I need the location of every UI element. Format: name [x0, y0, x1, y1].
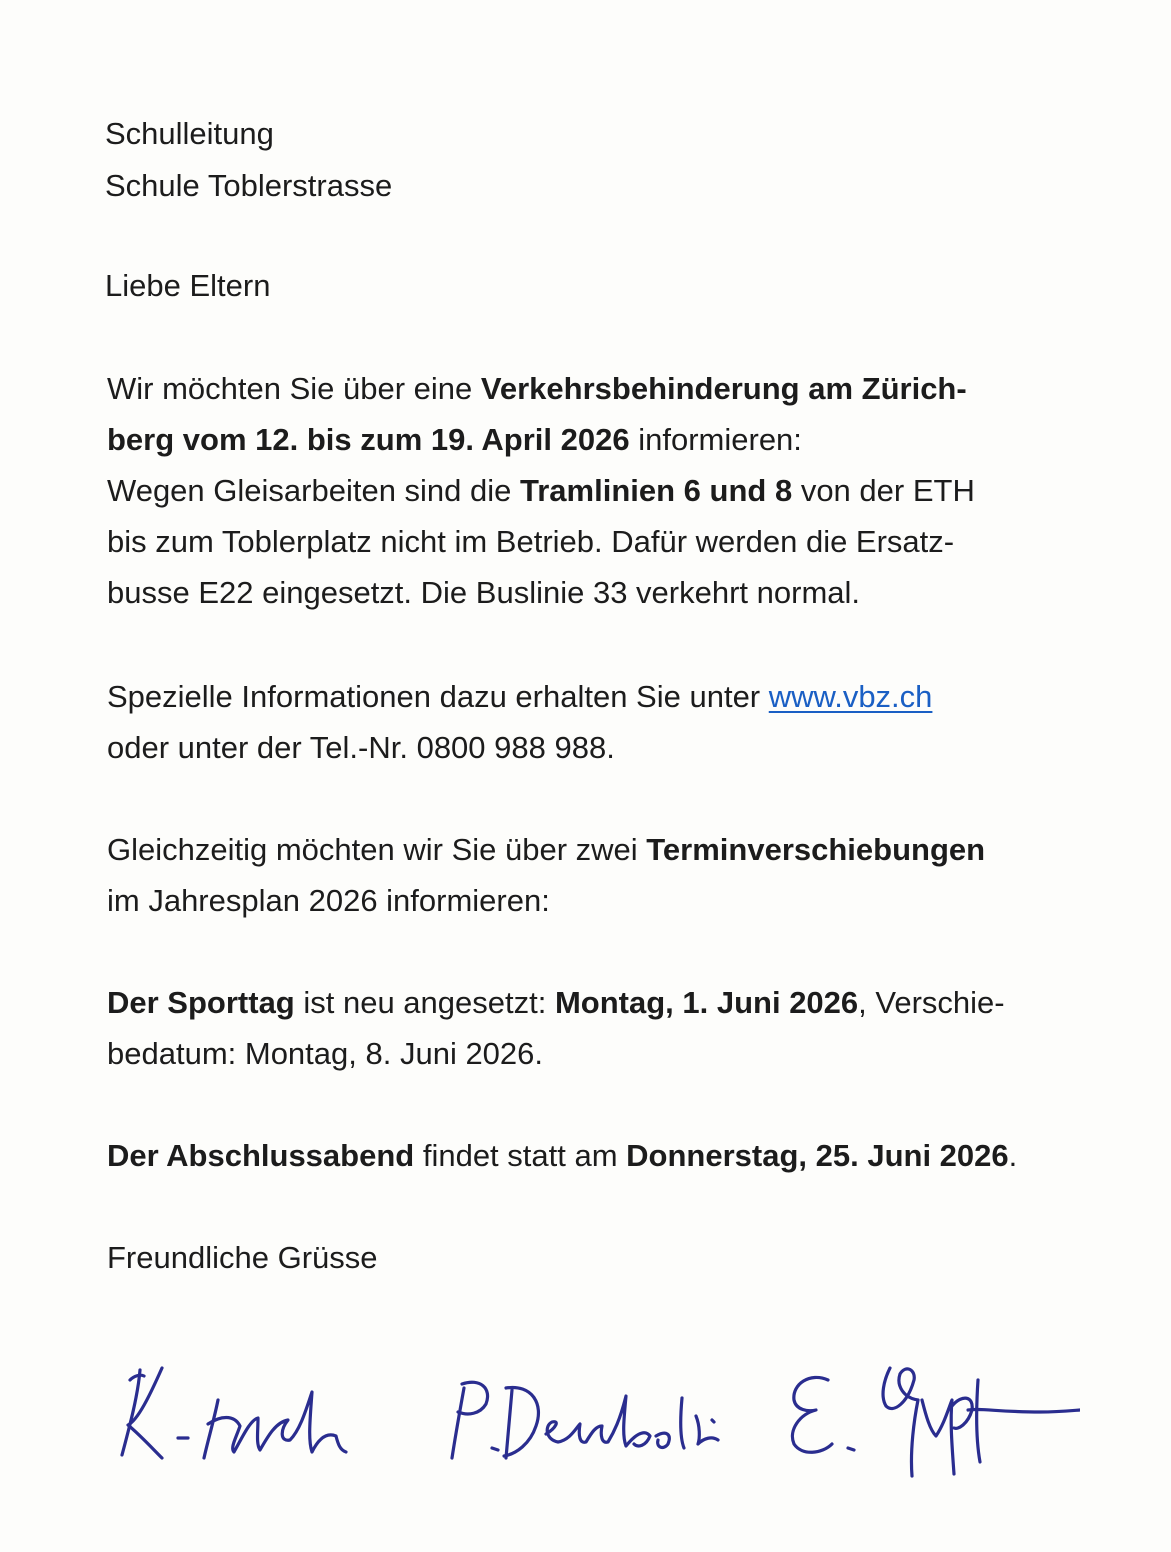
schedule-line-2: im Jahresplan 2026 informieren: — [107, 883, 550, 918]
paragraph-sporttag — [107, 977, 1005, 1079]
schedule-text: Gleichzeitig möchten wir Sie über zwei — [107, 832, 647, 867]
signatures-svg — [100, 1340, 1080, 1490]
signature-2 — [452, 1382, 718, 1458]
sporttag-label: Der Sporttag — [107, 985, 295, 1020]
traffic-line-3 — [107, 465, 975, 516]
sender-block — [105, 108, 392, 212]
paragraph-schedule — [107, 824, 985, 926]
signature-1 — [122, 1368, 346, 1458]
closing: Freundliche Grüsse — [107, 1240, 378, 1275]
schedule-bold: Terminverschiebungen — [646, 832, 986, 867]
traffic-bold: Verkehrsbehinderung am Zürich- — [480, 371, 967, 406]
sporttag-line-1 — [107, 977, 1005, 1028]
signature-3 — [792, 1368, 1080, 1476]
paragraph-info — [107, 671, 932, 773]
info-line-2: oder unter der Tel.-Nr. 0800 988 988. — [107, 730, 615, 765]
traffic-text: informieren: — [629, 422, 802, 457]
sporttag-date: Montag, 1. Juni 2026 — [554, 985, 859, 1020]
vbz-link[interactable]: www.vbz.ch — [768, 679, 933, 714]
traffic-line-1 — [107, 363, 975, 414]
traffic-text: Wegen Gleisarbeiten sind die — [107, 473, 521, 508]
abschluss-label: Der Abschlussabend — [107, 1138, 415, 1173]
paragraph-abschluss — [107, 1130, 1017, 1181]
signatures — [100, 1340, 1080, 1490]
abschluss-text: findet statt am — [414, 1138, 627, 1173]
traffic-line-2 — [107, 414, 975, 465]
abschluss-text: . — [1008, 1138, 1018, 1173]
traffic-dates: berg vom 12. bis zum 19. April 2026 — [107, 422, 630, 457]
abschluss-date: Donnerstag, 25. Juni 2026 — [626, 1138, 1009, 1173]
tram-lines: Tramlinien 6 und 8 — [520, 473, 793, 508]
traffic-text: Wir möchten Sie über eine — [107, 371, 481, 406]
sporttag-text: ist neu angesetzt: — [294, 985, 555, 1020]
abschluss-line — [107, 1130, 1017, 1181]
sporttag-line-2: bedatum: Montag, 8. Juni 2026. — [107, 1036, 544, 1071]
traffic-line-4: bis zum Toblerplatz nicht im Betrieb. Dafür werden die Ersatz- — [107, 524, 955, 559]
info-text: Spezielle Informationen dazu erhalten Sie unter — [107, 679, 769, 714]
sender-line-2: Schule Toblerstrasse — [105, 168, 393, 203]
schedule-line-1 — [107, 824, 985, 875]
info-line-1 — [107, 671, 932, 722]
sporttag-text: , Verschie- — [858, 985, 1005, 1020]
sender-line-1: Schulleitung — [105, 116, 274, 151]
paragraph-traffic — [107, 363, 975, 618]
traffic-text: von der ETH — [792, 473, 975, 508]
salutation: Liebe Eltern — [105, 268, 271, 303]
traffic-line-5: busse E22 eingesetzt. Die Buslinie 33 verkehrt normal. — [107, 575, 861, 610]
